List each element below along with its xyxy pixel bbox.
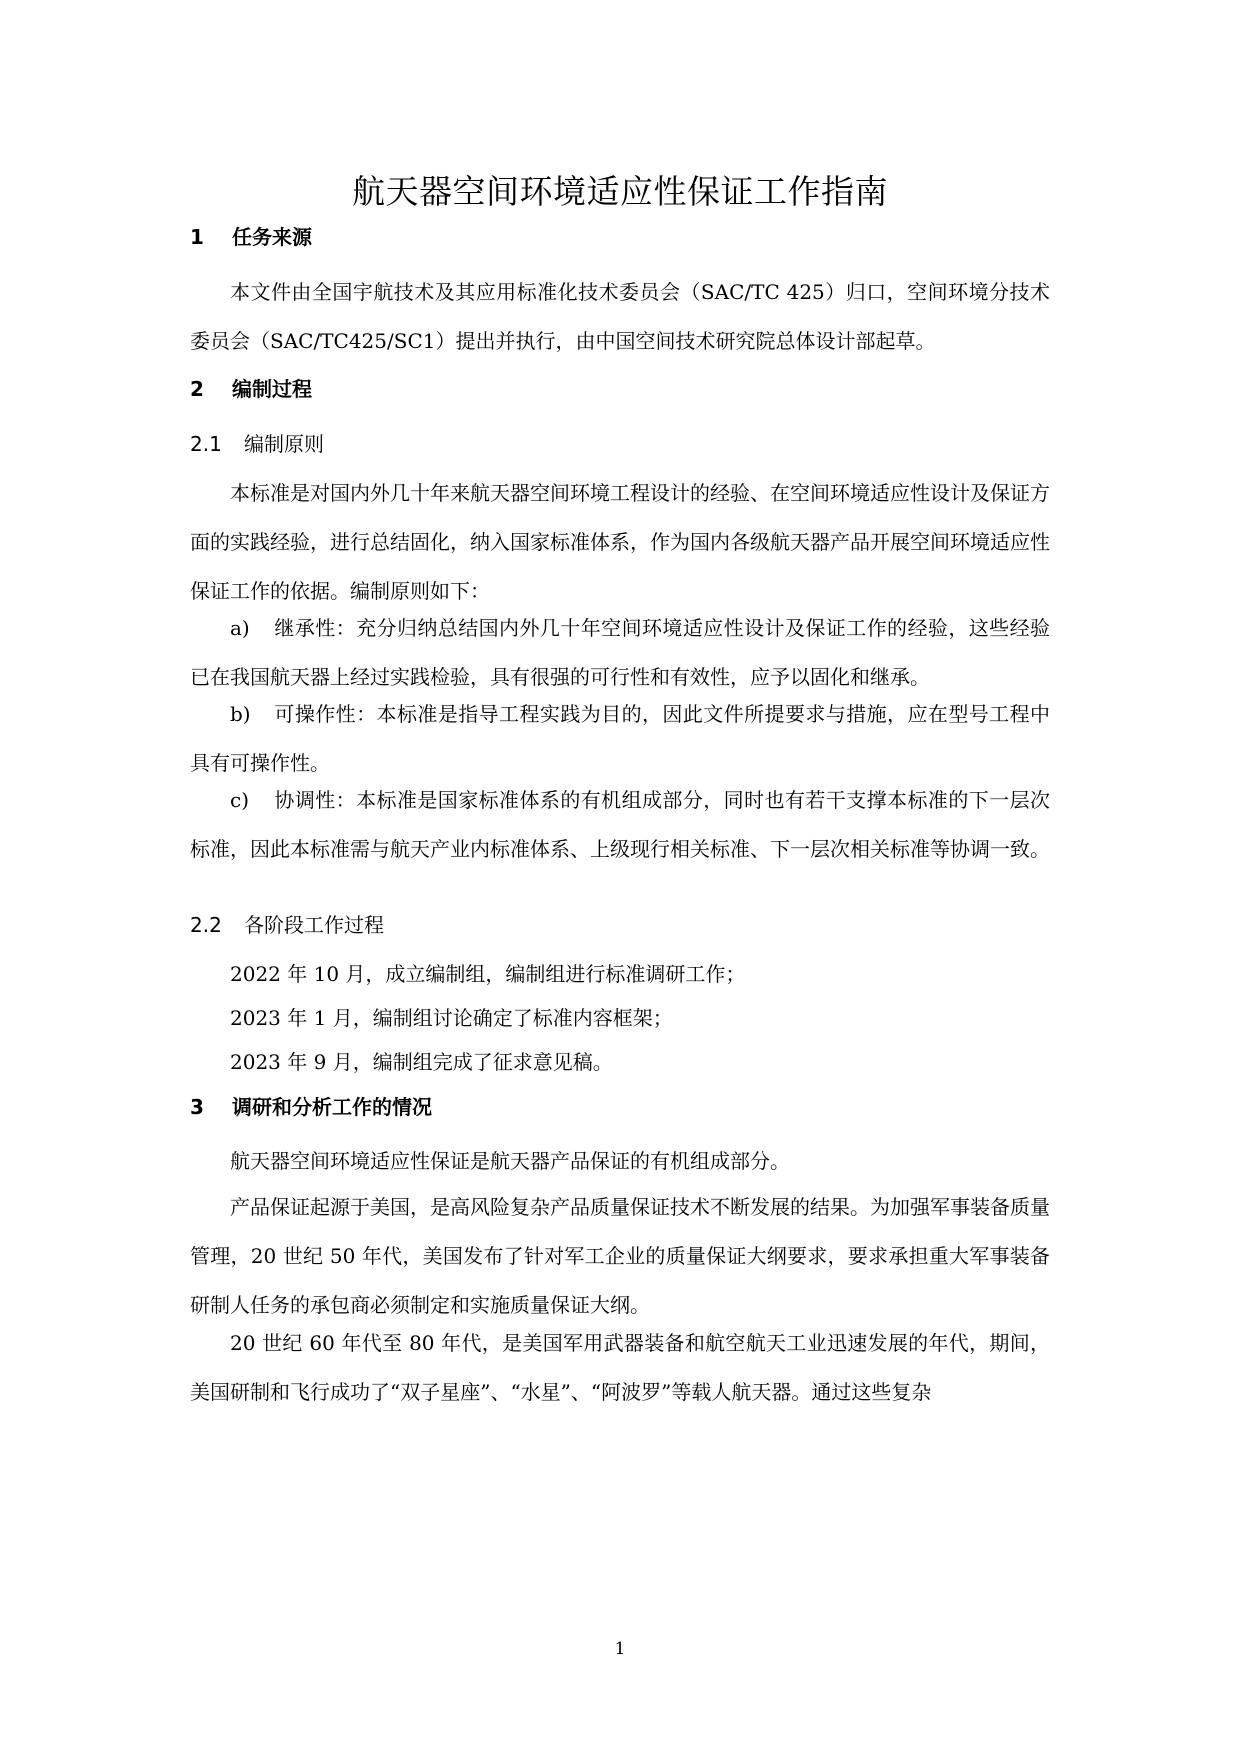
subsection-title: 编制原则 bbox=[244, 432, 324, 456]
subsection-number: 2.2 bbox=[190, 913, 222, 937]
section-title: 任务来源 bbox=[232, 225, 312, 249]
section-2-1-heading bbox=[190, 429, 324, 459]
list-marker: c) bbox=[230, 788, 250, 812]
section-1-paragraph: 本文件由全国宇航技术及其应用标准化技术委员会（SAC/TC 425）归口，空间环境分技术委员会（SAC/TC425/SC1）提出并执行，由中国空间技术研究院总体设计部起草。 bbox=[190, 280, 1050, 353]
section-1-heading bbox=[190, 222, 312, 252]
subsection-title: 各阶段工作过程 bbox=[244, 913, 384, 937]
section-2-1-paragraph: 本标准是对国内外几十年来航天器空间环境工程设计的经验、在空间环境适应性设计及保证方面的实践经验，进行总结固化，纳入国家标准体系，作为国内各级航天器产品开展空间环境适应性保证工作的依据。编制原则如下： bbox=[190, 481, 1050, 603]
section-number: 2 bbox=[190, 377, 204, 401]
timeline-line-2: 2023 年 1 月，编制组讨论确定了标准内容框架； bbox=[230, 1006, 673, 1030]
list-item-text: 可操作性：本标准是指导工程实践为目的，因此文件所提要求与措施，应在型号工程中具有可操作性。 bbox=[190, 702, 1050, 775]
page-number: 1 bbox=[614, 1639, 626, 1659]
timeline-line-3: 2023 年 9 月，编制组完成了征求意见稿。 bbox=[230, 1050, 613, 1074]
list-item-c bbox=[190, 776, 1050, 874]
section-2-2-heading bbox=[190, 910, 384, 940]
section-number: 1 bbox=[190, 225, 204, 249]
section-2-heading bbox=[190, 374, 312, 404]
list-item-a bbox=[190, 604, 1050, 702]
list-item-text: 协调性：本标准是国家标准体系的有机组成部分，同时也有若干支撑本标准的下一层次标准，因此本标准需与航天产业内标准体系、上级现行相关标准、下一层次相关标准等协调一致。 bbox=[190, 788, 1050, 861]
subsection-number: 2.1 bbox=[190, 432, 222, 456]
section-3-paragraph-1: 航天器空间环境适应性保证是航天器产品保证的有机组成部分。 bbox=[230, 1149, 790, 1173]
list-marker: a) bbox=[230, 616, 250, 640]
section-3-paragraph-3: 20 世纪 60 年代至 80 年代，是美国军用武器装备和航空航天工业迅速发展的年代，期间，美国研制和飞行成功了“双子星座”、“水星”、“阿波罗”等载人航天器。通过这些复杂 bbox=[190, 1331, 1050, 1404]
section-title: 调研和分析工作的情况 bbox=[232, 1095, 432, 1119]
document-title: 航天器空间环境适应性保证工作指南 bbox=[352, 172, 888, 211]
section-3-paragraph-2: 产品保证起源于美国，是高风险复杂产品质量保证技术不断发展的结果。为加强军事装备质量管理，20 世纪 50 年代，美国发布了针对军工企业的质量保证大纲要求，要求承担重大军事装备研制人任务的承包商必须制定和实施质量保证大纲。 bbox=[190, 1195, 1050, 1317]
section-3-heading bbox=[190, 1092, 432, 1122]
list-marker: b) bbox=[230, 702, 251, 726]
list-item-b bbox=[190, 690, 1050, 788]
timeline-line-1: 2022 年 10 月，成立编制组，编制组进行标准调研工作； bbox=[230, 962, 746, 986]
section-title: 编制过程 bbox=[232, 377, 312, 401]
list-item-text: 继承性：充分归纳总结国内外几十年空间环境适应性设计及保证工作的经验，这些经验已在我国航天器上经过实践检验，具有很强的可行性和有效性，应予以固化和继承。 bbox=[190, 616, 1050, 689]
section-number: 3 bbox=[190, 1095, 204, 1119]
